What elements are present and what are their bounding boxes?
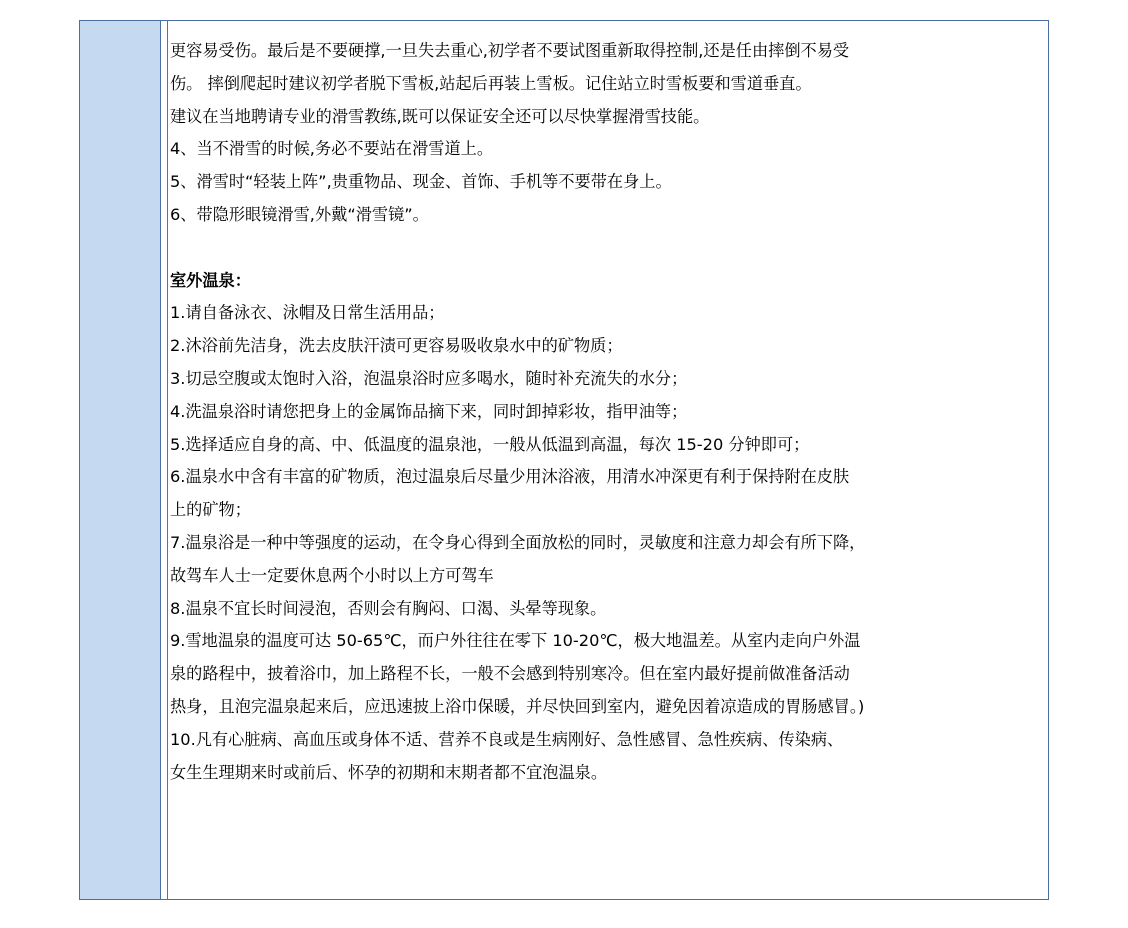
text-line: 故驾车人士一定要休息两个小时以上方可驾车 xyxy=(170,565,494,585)
text-line: 10.凡有心脏病、高血压或身体不适、营养不良或是生病刚好、急性感冒、急性疾病、传染病、 xyxy=(170,729,844,749)
text-line: 5、滑雪时“轻装上阵”,贵重物品、现金、首饰、手机等不要带在身上。 xyxy=(170,172,672,192)
text-line: 6、带隐形眼镜滑雪,外戴“滑雪镜”。 xyxy=(170,204,429,224)
text-line: 8.温泉不宜长时间浸泡，否则会有胸闷、口渴、头晕等现象。 xyxy=(170,598,607,618)
text-line: 女生生理期来时或前后、怀孕的初期和末期者都不宜泡温泉。 xyxy=(170,762,608,782)
text-line: 7.温泉浴是一种中等强度的运动，在令身心得到全面放松的同时，灵敏度和注意力却会有所下降， xyxy=(170,532,866,552)
table-label-cell xyxy=(80,21,161,899)
text-line: 2.沐浴前先洁身，洗去皮肤汗渍可更容易吸收泉水中的矿物质； xyxy=(170,336,623,356)
document-table xyxy=(79,20,1049,900)
text-line: 6.温泉水中含有丰富的矿物质，泡过温泉后尽量少用沐浴液，用清水冲深更有利于保持附在皮肤 xyxy=(170,467,850,487)
text-line: 伤。 摔倒爬起时建议初学者脱下雪板,站起后再装上雪板。记住站立时雪板要和雪道垂直。 xyxy=(170,73,812,93)
text-line: 4.洗温泉浴时请您把身上的金属饰品摘下来，同时卸掉彩妆，指甲油等； xyxy=(170,401,688,421)
text-line: 更容易受伤。最后是不要硬撑,一旦失去重心,初学者不要试图重新取得控制,还是任由摔倒不易受 xyxy=(170,41,850,60)
table-spacer-cell xyxy=(161,21,168,899)
text-line: 建议在当地聘请专业的滑雪教练,既可以保证安全还可以尽快掌握滑雪技能。 xyxy=(170,106,710,126)
text-line: 9.雪地温泉的温度可达 50-65℃，而户外往往在零下 10-20℃，极大地温差。从室内走向户外温 xyxy=(170,631,861,651)
text-line: 3.切忌空腹或太饱时入浴，泡温泉浴时应多喝水，随时补充流失的水分； xyxy=(170,368,688,388)
text-line: 泉的路程中，披着浴巾，加上路程不长，一般不会感到特别寒冷。但在室内最好提前做准备活动 xyxy=(170,664,850,684)
table-content-cell xyxy=(168,21,1048,899)
text-line: 热身，且泡完温泉起来后，应迅速披上浴巾保暖，并尽快回到室内，避免因着凉造成的胃肠感冒。) xyxy=(170,696,865,716)
section-heading: 室外温泉： xyxy=(170,270,251,290)
text-line: 5.选择适应自身的高、中、低温度的温泉池，一般从低温到高温，每次 15-20 分钟即可； xyxy=(170,434,810,454)
text-line: 上的矿物； xyxy=(170,500,251,520)
blank-line xyxy=(170,232,1044,265)
text-line: 4、当不滑雪的时候,务必不要站在滑雪道上。 xyxy=(170,139,494,159)
text-line: 1.请自备泳衣、泳帽及日常生活用品； xyxy=(170,303,445,323)
